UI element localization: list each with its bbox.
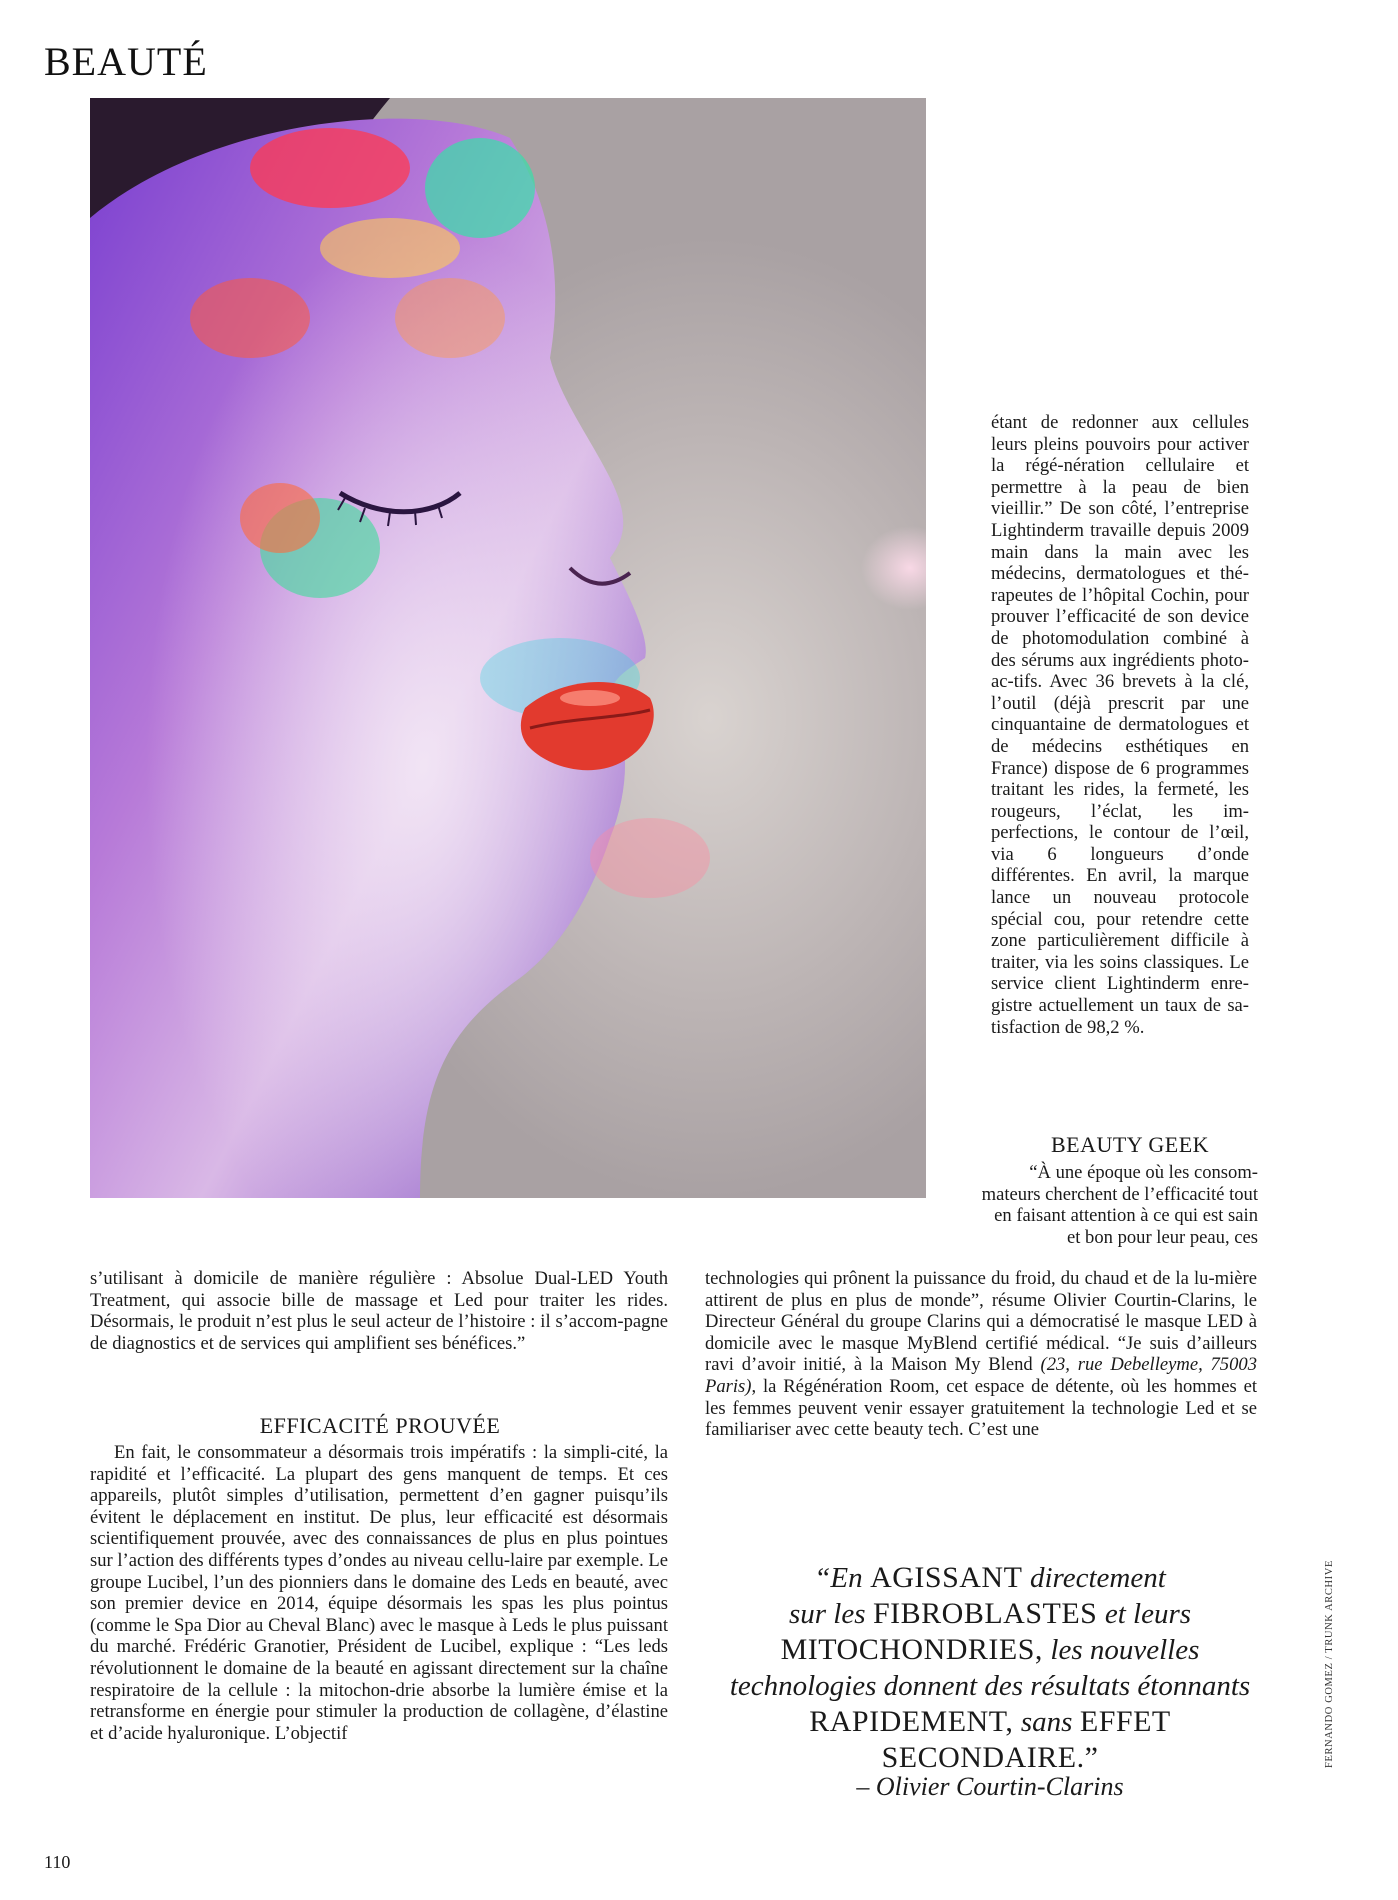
left-lower-text <box>90 1268 668 1354</box>
pull-quote <box>700 1560 1280 1775</box>
quote-part: SECONDAIRE.” <box>881 1741 1099 1774</box>
beauty-geek-continuation <box>705 1268 1257 1441</box>
continuation-text-2: , la Régénération Room, cet espace de détente, où les hommes et les femmes peuvent venir essayer gratuitement la technologie Led et se familiariser avec cette beauty tech. C’est une <box>705 1375 1257 1441</box>
quote-part: sur les <box>788 1598 866 1630</box>
quote-part: directement <box>1029 1562 1166 1594</box>
beauty-portrait-photo <box>90 98 926 1198</box>
portrait-illustration <box>90 98 926 1198</box>
efficacite-heading: EFFICACITÉ PROUVÉE <box>259 1413 501 1438</box>
quote-part: MITOCHONDRIES, <box>780 1633 1043 1666</box>
quote-part: “En <box>814 1562 863 1594</box>
left-lower-paragraph: s’utilisant à domicile de manière régulière : Absolue Dual-LED Youth Treatment, qui associe bille de massage et Led pour traiter les rides. Désormais, le produit n’est plus le seul acteur de l’histoire : il s’accom-pagne de diagnostics et de services qui amplifient ses bénéfices.” <box>90 1268 668 1354</box>
beauty-geek-intro <box>980 1162 1258 1248</box>
quote-part: FIBROBLASTES <box>872 1597 1098 1630</box>
quote-part: AGISSANT <box>870 1561 1023 1594</box>
quote-author: – Olivier Courtin-Clarins <box>856 1772 1124 1801</box>
beauty-geek-continuation-paragraph <box>705 1268 1257 1441</box>
maison-address: (23, rue Debelleyme, 75003 Paris) <box>705 1354 1257 1397</box>
quote-part: technologies donnent des résultats étonnants <box>729 1670 1251 1702</box>
section-rubric: BEAUTÉ <box>44 39 208 84</box>
quote-part: sans <box>1020 1706 1073 1738</box>
right-column-text <box>991 412 1249 1038</box>
quote-part: les nouvelles <box>1050 1634 1200 1666</box>
beauty-geek-heading: BEAUTY GEEK <box>1050 1132 1210 1157</box>
quote-part: EFFET <box>1079 1705 1171 1738</box>
page-number: 110 <box>44 1852 71 1872</box>
photo-credit: FERNANDO GOMEZ / TRUNK ARCHIVE <box>1324 1560 1335 1768</box>
efficacite-paragraph: En fait, le consommateur a désormais trois impératifs : la simpli-cité, la rapidité et l’efficacité. La plupart des gens manquent de temps. Et ces appareils, plutôt simples d’utilisation, permettent d’en gagner puisqu’ils évitent le déplacement en institut. De plus, leur efficacité est désormais scientifiquement prouvée, avec des connaissances de plus en plus pointues sur l’action des différents types d’ondes au niveau cellu-laire par exemple. Le groupe Lucibel, l’un des pionniers dans le domaine des Leds en beauté, avec son premier device en 2014, équipe désormais les spas les plus pointus (comme le Spa Dior au Cheval Blanc) avec le masque à Leds le plus puissant du marché. Frédéric Granotier, Président de Lucibel, explique : “Les leds révolutionnent le domaine de la beauté en agissant directement sur la chaîne respiratoire de la cellule : la mitochon-drie absorbe la lumière émise et la retransforme en énergie pour stimuler la production de collagène, d’élastine et d’acide hyaluronique. L’objectif <box>90 1442 668 1744</box>
efficacite-body <box>90 1442 668 1744</box>
quote-part: RAPIDEMENT, <box>809 1705 1014 1738</box>
right-column-paragraph: étant de redonner aux cellules leurs pleins pouvoirs pour activer la régé-nération cellulaire et permettre à la peau de bien vieillir.” De son côté, l’entreprise Lightinderm travaille depuis 2009 main dans la main avec les médecins, dermatologues et thé-rapeutes de l’hôpital Cochin, pour prouver l’efficacité de son device de photomodulation combiné à des sérums aux ingrédients photo-ac-tifs. Avec 36 brevets à la clé, l’outil (déjà prescrit par une cinquantaine de dermatologues et de médecins esthétiques en France) dispose de 6 programmes traitant les rides, la fermeté, les rougeurs, l’éclat, les im-perfections, le contour de l’œil, via 6 longueurs d’onde différentes. En avril, la marque lance un nouveau protocole spécial cou, pour retendre cette zone particulièrement difficile à traiter, via les soins classiques. Le service client Lightinderm enre-gistre actuellement un taux de sa-tisfaction de 98,2 %. <box>991 412 1249 1038</box>
beauty-geek-intro-paragraph: “À une époque où les consom-mateurs cherchent de l’efficacité tout en faisant attention à ce qui est sain et bon pour leur peau, ces <box>981 1162 1258 1248</box>
quote-part: et leurs <box>1104 1598 1192 1630</box>
continuation-text-1: technologies qui prônent la puissance du froid, du chaud et de la lu-mière attirent de plus en plus de monde”, résume Olivier Courtin-Clarins, le Directeur Général du groupe Clarins qui a démocratisé le masque LED à domicile avec le masque MyBlend certifié médical. “Je suis d’ailleurs ravi d’avoir initié, à la Maison My Blend <box>705 1268 1257 1376</box>
